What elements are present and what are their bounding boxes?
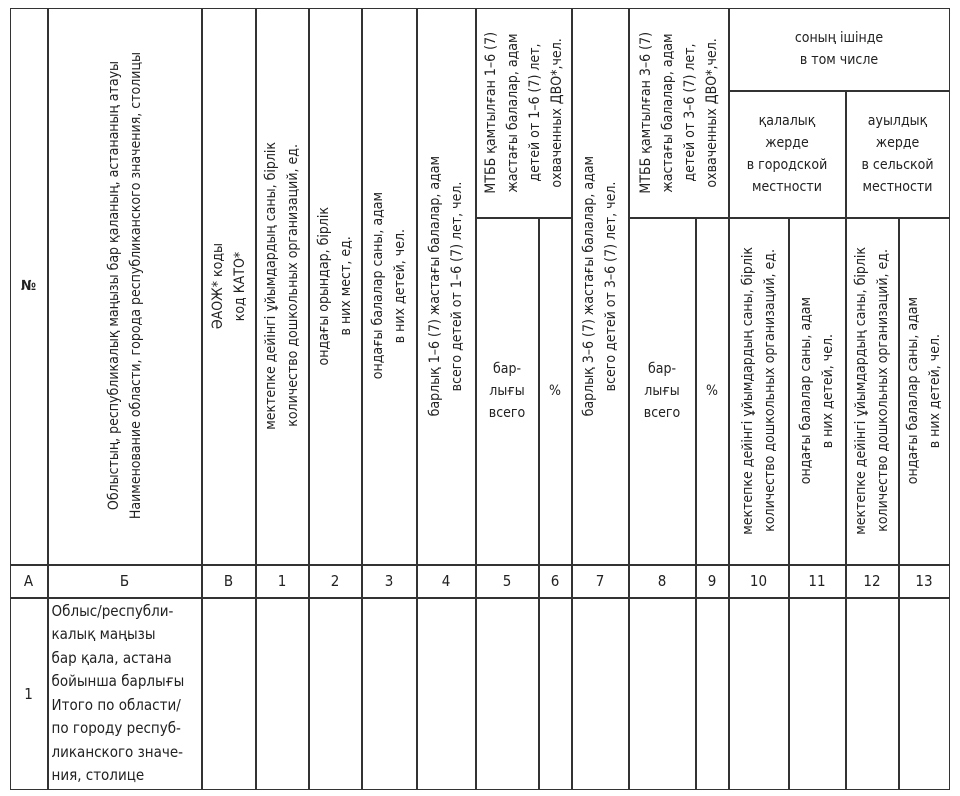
header-rural-label: ауылдық жерде в сельской местности: [861, 113, 934, 195]
row-1-cell-13[interactable]: [899, 598, 950, 790]
statistical-form-table: [10, 8, 950, 790]
row-1-cell-7[interactable]: [572, 598, 629, 790]
row-1-cell-8[interactable]: [629, 598, 696, 790]
index-cell-4: [417, 565, 476, 598]
index-cell-7: [572, 565, 629, 598]
index-label: 1: [277, 572, 287, 590]
header-col-1-label: мектепке дейінгі ұйымдардың саны, бірлік количество дошкольных организаций, ед.: [263, 142, 301, 430]
index-cell-5: [476, 565, 539, 598]
row-1-cell-3[interactable]: [362, 598, 417, 790]
row-1-cell-4[interactable]: [417, 598, 476, 790]
header-col-7-label: барлық 3–6 (7) жастағы балалар, адам всего детей от 3–6 (7) лет, чел.: [581, 155, 619, 417]
header-group-3-6: [629, 8, 729, 218]
header-col-5-label: бар- лығы всего: [488, 361, 526, 421]
header-col-9: [696, 218, 729, 565]
header-col-1: [256, 8, 309, 565]
index-label: 8: [657, 572, 667, 590]
index-label: 10: [749, 572, 768, 590]
index-label: В: [223, 572, 234, 590]
header-col-4: [417, 8, 476, 565]
header-col-9-label: %: [706, 383, 718, 399]
header-col-8: [629, 218, 696, 565]
header-rural: [846, 91, 950, 218]
header-col-11-label: ондағы балалар саны, адам в них детей, чел.: [798, 297, 836, 485]
header-col-7: [572, 8, 629, 565]
index-cell-8: [629, 565, 696, 598]
row-1-cell-5[interactable]: [476, 598, 539, 790]
header-name-label: Облыстың, республикалық маңызы бар қаланың, астананың атауы Наименование области, города республиканского значения, столицы: [105, 52, 144, 520]
index-cell-3: [362, 565, 417, 598]
index-cell-6: [539, 565, 572, 598]
header-group-1-6: [476, 8, 572, 218]
row-1-cell-11[interactable]: [789, 598, 846, 790]
header-including-label: соның ішінде в том числе: [794, 30, 884, 68]
index-label: 9: [707, 572, 717, 590]
header-col-5: [476, 218, 539, 565]
row-name: Облыс/республи- калық маңызы бар қала, астана бойынша барлығы Итого по области/ по городу респуб- ликанского значе- ния, столице: [51, 601, 185, 784]
row-1-cell-kato[interactable]: [202, 598, 256, 790]
header-kato: [202, 8, 256, 565]
header-col-11: [789, 218, 846, 565]
header-group-3-6-label: МТББ қамтылған 3–6 (7) жастағы балалар, адам детей от 3–6 (7) лет, охваченных ДВО*,чел.: [637, 31, 720, 194]
index-label: 5: [502, 572, 512, 590]
header-urban: [729, 91, 846, 218]
index-label: 2: [330, 572, 340, 590]
header-col-13-label: ондағы балалар саны, адам в них детей, чел.: [905, 297, 943, 485]
row-1-cell-10[interactable]: [729, 598, 789, 790]
header-col-10-label: мектепке дейінгі ұйымдардың саны, бірлік количество дошкольных организаций, ед.: [739, 247, 778, 535]
header-group-1-6-label: МТББ қамтылған 1–6 (7) жастағы балалар, адам детей от 1–6 (7) лет, охваченных ДВО*,чел.: [482, 31, 565, 194]
index-label: 13: [915, 572, 933, 590]
header-name-column: [48, 8, 202, 565]
header-including: [729, 8, 950, 91]
row-1-cell-9[interactable]: [696, 598, 729, 790]
header-col-10: [729, 218, 789, 565]
index-cell-12: [846, 565, 899, 598]
row-1-cell-2[interactable]: [309, 598, 362, 790]
header-col-12-label: мектепке дейінгі ұйымдардың саны, бірлік количество дошкольных организаций, ед.: [853, 247, 891, 535]
row-1-cell-6[interactable]: [539, 598, 572, 790]
header-col-8-label: бар- лығы всего: [643, 361, 681, 421]
index-label: 6: [550, 572, 560, 590]
row-1-cell-1[interactable]: [256, 598, 309, 790]
index-cell-10: [729, 565, 789, 598]
index-label: 12: [863, 572, 881, 590]
index-label: 3: [384, 572, 394, 590]
header-col-13: [899, 218, 950, 565]
index-cell-a: [10, 565, 48, 598]
header-col-3-label: ондағы балалар саны, адам в них детей, чел.: [370, 192, 408, 380]
index-cell-v: [202, 565, 256, 598]
index-label: 7: [595, 572, 605, 590]
index-label: А: [23, 572, 34, 590]
index-cell-1: [256, 565, 309, 598]
row-1-number: [10, 598, 48, 790]
row-1-name: [48, 598, 202, 790]
index-cell-b: [48, 565, 202, 598]
header-kato-label: ӘАОЖ* коды код КАТО*: [209, 242, 248, 330]
index-cell-2: [309, 565, 362, 598]
row-number: 1: [24, 684, 33, 703]
index-label: 4: [441, 572, 451, 590]
index-cell-9: [696, 565, 729, 598]
row-1-cell-12[interactable]: [846, 598, 899, 790]
header-urban-label: қалалық жерде в городской местности: [746, 113, 828, 195]
header-col-3: [362, 8, 417, 565]
header-number: [10, 8, 48, 565]
index-label: Б: [119, 572, 130, 590]
header-col-4-label: барлық 1–6 (7) жастағы балалар, адам всего детей от 1–6 (7) лет, чел.: [427, 155, 465, 417]
header-col-12: [846, 218, 899, 565]
index-cell-13: [899, 565, 950, 598]
header-col-6: [539, 218, 572, 565]
header-col-6-label: %: [549, 383, 561, 399]
index-cell-11: [789, 565, 846, 598]
header-number-label: №: [20, 278, 37, 294]
index-label: 11: [808, 572, 826, 590]
header-col-2-label: ондағы орындар, бірлік в них мест, ед.: [316, 206, 354, 366]
header-col-2: [309, 8, 362, 565]
